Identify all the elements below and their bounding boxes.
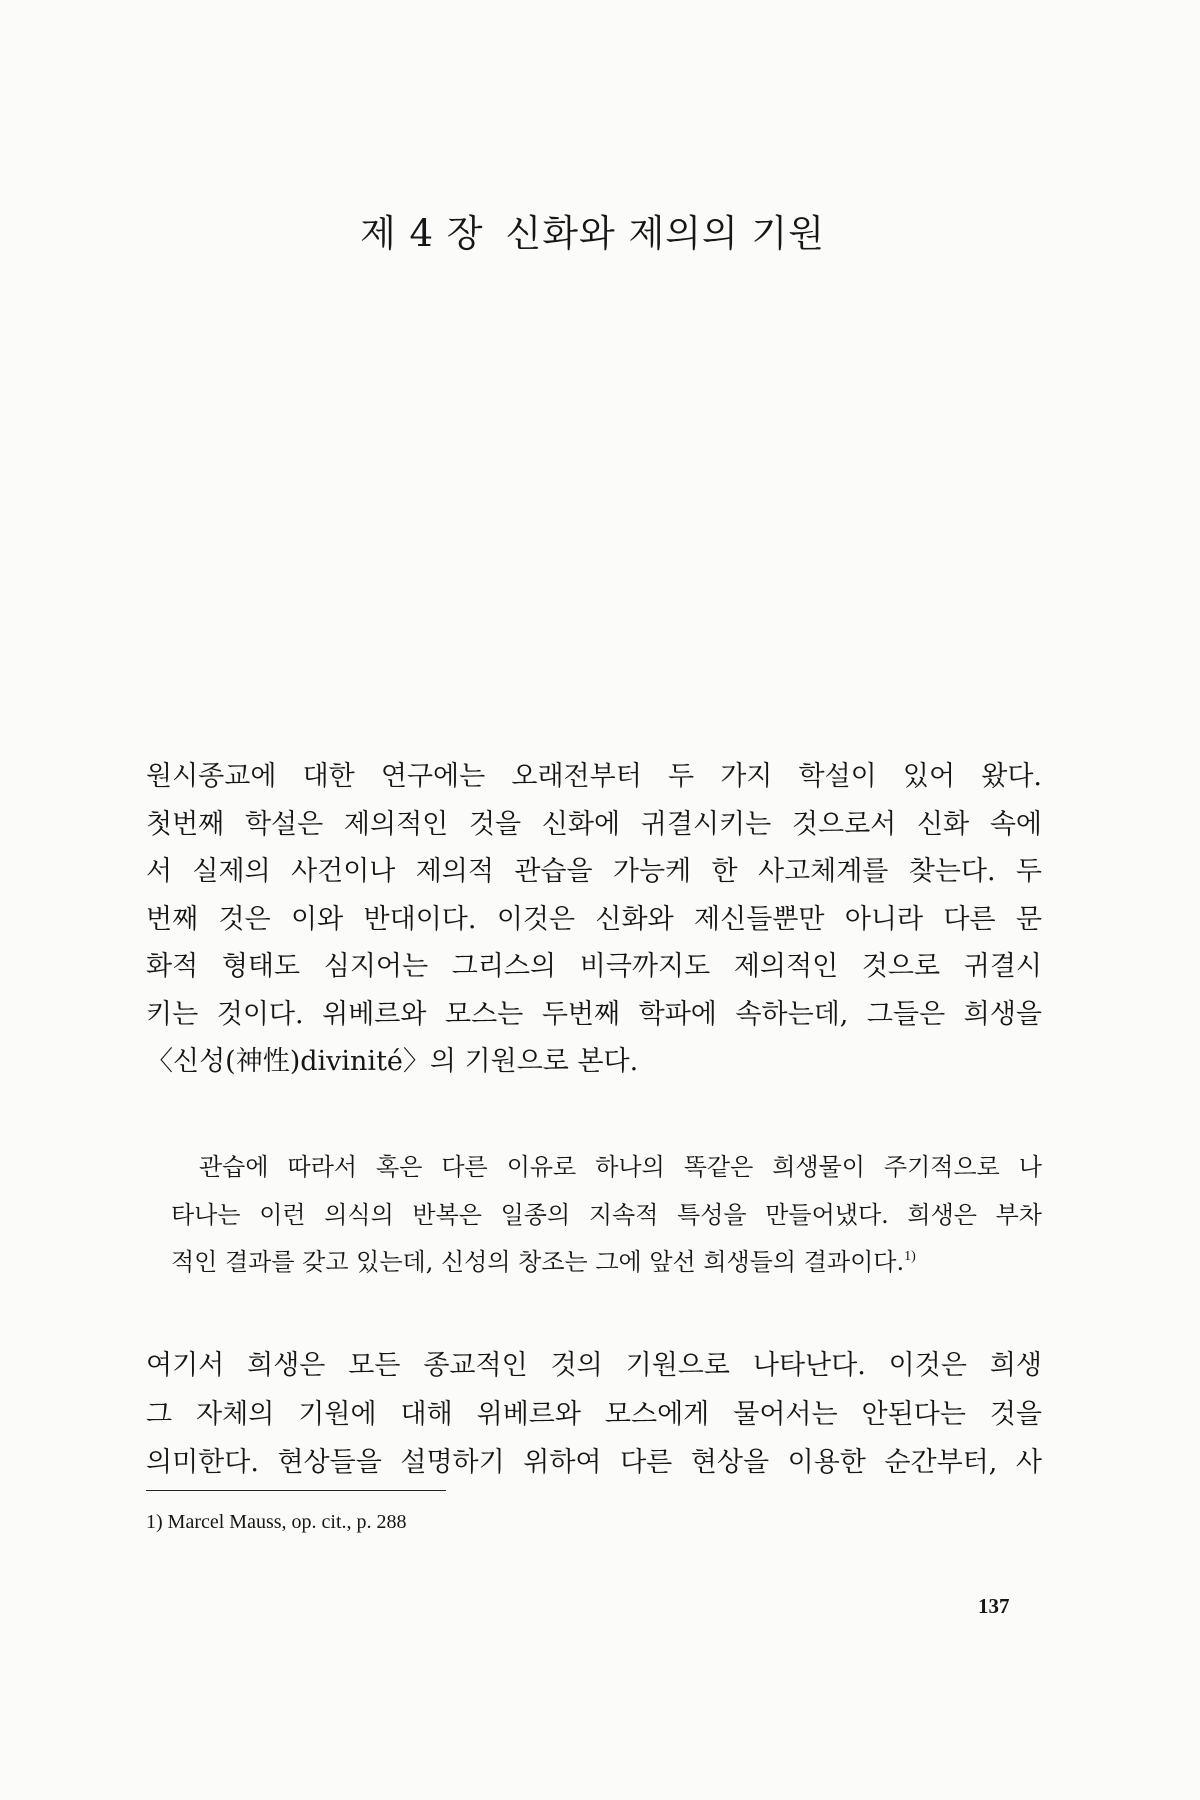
quote-line-text: 적인 결과를 갖고 있는데, 신성의 창조는 그에 앞선 희생들의 결과이다.: [171, 1248, 905, 1276]
footnote: 1) Marcel Mauss, op. cit., p. 288: [146, 1511, 407, 1533]
footnote-divider: [146, 1490, 446, 1491]
page-number: 137: [978, 1594, 1010, 1618]
paragraph-line: 화적 형태도 심지어는 그리스의 비극까지도 제의적인 것으로 귀결시: [146, 951, 1042, 982]
chapter-title: 신화와 제의의 기원: [505, 212, 826, 255]
paragraph-line: 첫번째 학설은 제의적인 것을 신화에 귀결시키는 것으로서 신화 속에: [146, 808, 1042, 840]
paragraph-line: 의미한다. 현상들을 설명하기 위하여 다른 현상을 이용한 순간부터, 사: [146, 1447, 1042, 1478]
quote-line: 관습에 따라서 혹은 다른 이유로 하나의 똑같은 희생물이 주기적으로 나: [199, 1153, 1042, 1181]
paragraph-line: 번째 것은 이와 반대이다. 이것은 신화와 제신들뿐만 아니라 다른 문: [146, 903, 1042, 935]
block-quote: [171, 1144, 1042, 1287]
paragraph-line: 그 자체의 기원에 대해 위베르와 모스에게 물어서는 안된다는 것을: [146, 1398, 1042, 1430]
body-paragraph: [146, 753, 1042, 1086]
paragraph-line: 키는 것이다. 위베르와 모스는 두번째 학파에 속하는데, 그들은 희생을: [146, 998, 1042, 1030]
quote-line: [171, 1239, 1042, 1287]
body-paragraph: [146, 1342, 1042, 1488]
paragraph-line: 〈신성(神性)divinité〉의 기원으로 본다.: [146, 1046, 639, 1077]
footnote-reference: 1): [904, 1249, 916, 1264]
quote-line: 타나는 이런 의식의 반복은 일종의 지속적 특성을 만들어냈다. 희생은 부차: [171, 1200, 1042, 1229]
chapter-heading: [360, 210, 825, 258]
paragraph-line: 서 실제의 사건이나 제의적 관습을 가능케 한 사고체계를 찾는다. 두: [146, 856, 1042, 887]
paragraph-line: 원시종교에 대한 연구에는 오래전부터 두 가지 학설이 있어 왔다.: [146, 761, 1042, 792]
chapter-number: 제 4 장: [360, 212, 484, 255]
paragraph-line: 여기서 희생은 모든 종교적인 것의 기원으로 나타난다. 이것은 희생: [146, 1350, 1042, 1381]
